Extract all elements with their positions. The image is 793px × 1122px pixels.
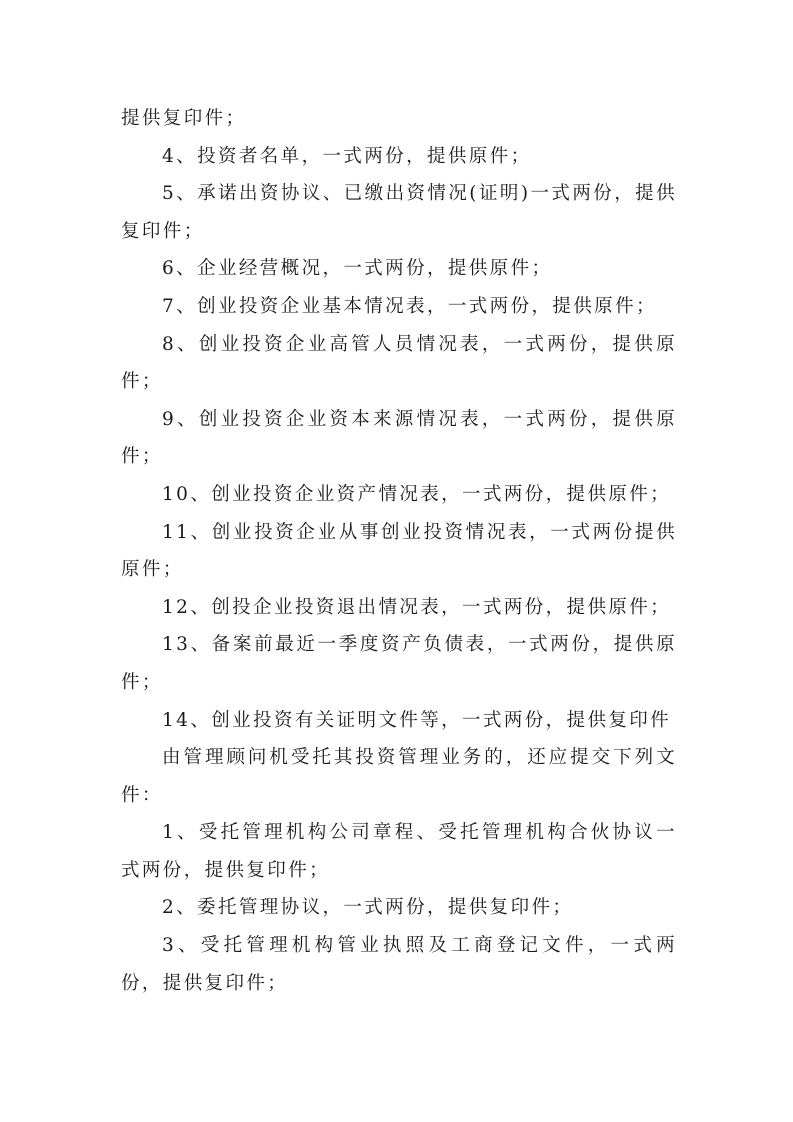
list-item-13: 13、备案前最近一季度资产负债表，一式两份，提供原件；	[121, 634, 677, 693]
paragraph-continuation: 提供复印件；	[121, 108, 247, 129]
list-item-12: 12、创投企业投资退出情况表，一式两份，提供原件；	[162, 596, 672, 618]
list-item-5: 5、承诺出资协议、已缴出资情况(证明)一式两份，提供复印件；	[121, 183, 677, 242]
list-item-11: 11、创业投资企业从事创业投资情况表，一式两份提供原件；	[121, 521, 677, 581]
list-item-14: 14、创业投资有关证明文件等，一式两份，提供复印件	[162, 709, 672, 731]
trustee-list-item-2: 2、委托管理协议，一式两份，提供复印件；	[162, 897, 574, 919]
trustee-list-item-1: 1、受托管理机构公司章程、受托管理机构合伙协议一式两份，提供复印件；	[121, 822, 677, 881]
list-item-7: 7、创业投资企业基本情况表，一式两份，提供原件；	[162, 295, 657, 317]
section-intro-paragraph: 由管理顾问机受托其投资管理业务的，还应提交下列文件：	[121, 747, 677, 806]
list-item-10: 10、创业投资企业资产情况表，一式两份，提供原件；	[162, 483, 672, 505]
list-item-6: 6、企业经营概况，一式两份，提供原件；	[162, 258, 553, 280]
list-item-4: 4、投资者名单，一式两份，提供原件；	[162, 145, 532, 167]
list-item-8: 8、创业投资企业高管人员情况表，一式两份，提供原件；	[121, 333, 677, 393]
document-body	[121, 100, 677, 1002]
list-item-9: 9、创业投资企业资本来源情况表，一式两份，提供原件；	[121, 408, 677, 468]
trustee-list-item-3: 3、受托管理机构管业执照及工商登记文件，一式两份，提供复印件；	[121, 935, 677, 994]
